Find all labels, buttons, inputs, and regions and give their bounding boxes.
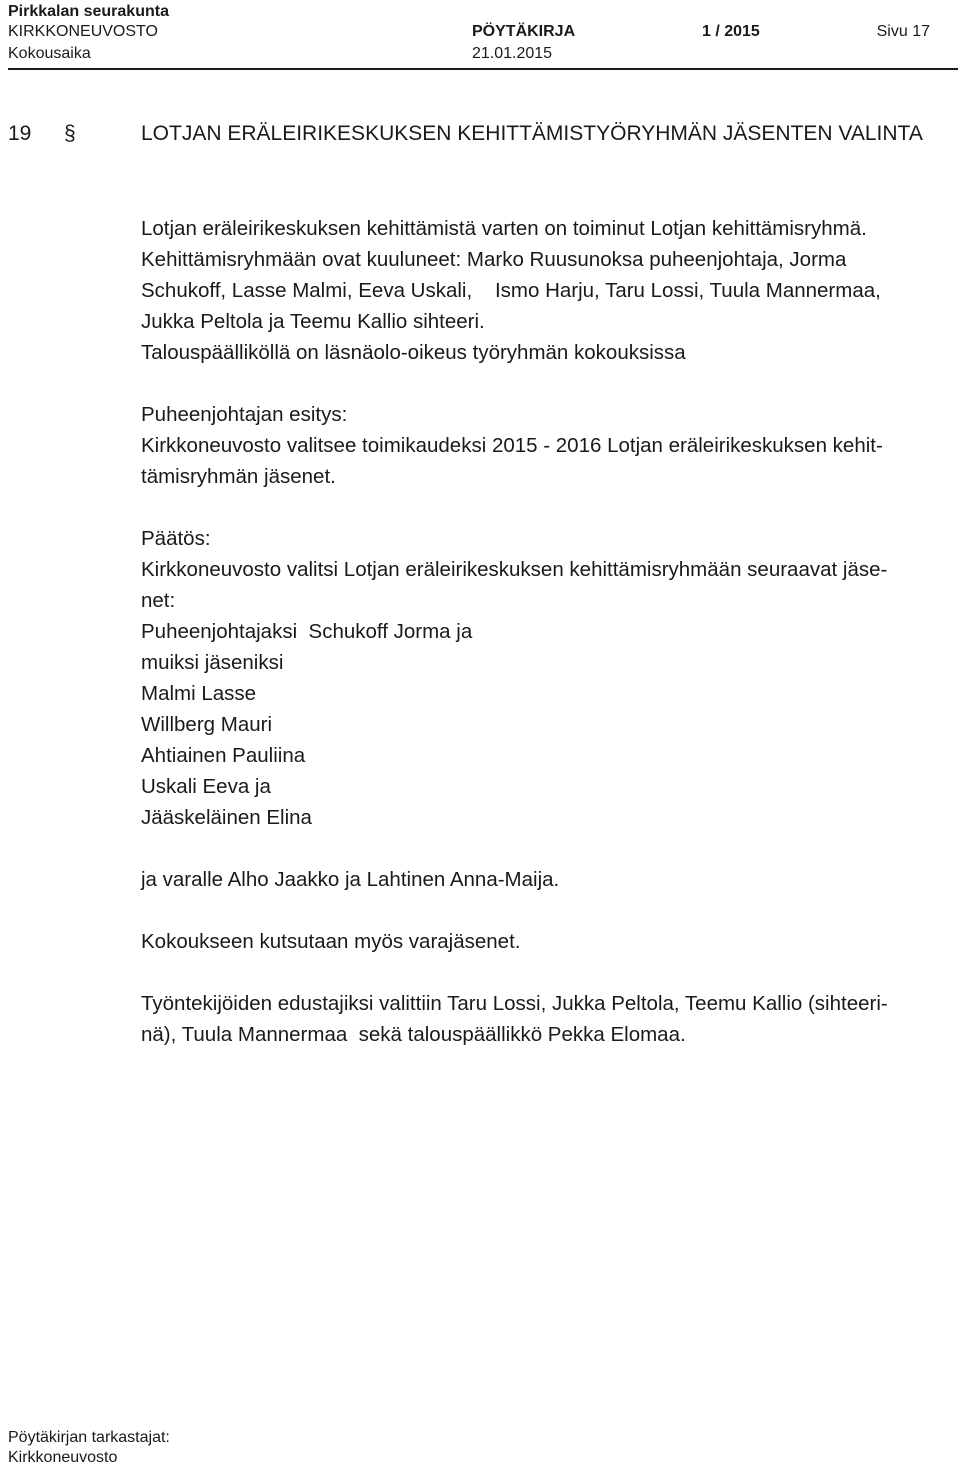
section-number: 19	[8, 122, 32, 145]
header-meeting-row	[8, 45, 958, 65]
page-number: Sivu 17	[876, 23, 930, 40]
member-item: Ahtiainen Pauliina	[141, 744, 306, 767]
document-header	[8, 0, 960, 70]
proposal-line: tämisryhmän jäsenet.	[141, 465, 336, 488]
section-symbol: §	[64, 122, 76, 145]
member-item: Malmi Lasse	[141, 682, 257, 705]
document-number: 1 / 2015	[702, 23, 760, 40]
member-item: Willberg Mauri	[141, 713, 272, 736]
footer-checkers-label: Pöytäkirjan tarkastajat:	[8, 1429, 170, 1446]
meeting-date: 21.01.2015	[472, 45, 553, 62]
proposal-label: Puheenjohtajan esitys:	[141, 403, 348, 426]
proposal-line: Kirkkoneuvosto valitsee toimikaudeksi 2015 - 2016 Lotjan eräleirikeskuksen kehit-	[141, 434, 883, 457]
member-item: Uskali Eeva ja	[141, 775, 271, 798]
decision-label: Päätös:	[141, 527, 211, 550]
meeting-label: Kokousaika	[8, 45, 91, 62]
decision-line: Kirkkoneuvosto valitsi Lotjan eräleirikeskuksen kehittämisryhmään seuraavat jäse-	[141, 558, 888, 581]
intro-line: Talouspäälliköllä on läsnäolo-oikeus työryhmän kokouksissa	[141, 341, 686, 364]
footer-body-name: Kirkkoneuvosto	[8, 1449, 118, 1466]
header-divider	[8, 68, 958, 70]
intro-line: Kehittämisryhmään ovat kuuluneet: Marko Ruusunoksa puheenjohtaja, Jorma	[141, 248, 847, 271]
member-item: Jääskeläinen Elina	[141, 806, 312, 829]
intro-line: Schukoff, Lasse Malmi, Eeva Uskali, Ismo Harju, Taru Lossi, Tuula Mannermaa,	[141, 279, 881, 302]
intro-line: Lotjan eräleirikeskuksen kehittämistä varten on toiminut Lotjan kehittämisryhmä.	[141, 217, 867, 240]
body-name: KIRKKONEUVOSTO	[8, 23, 158, 40]
document-type: PÖYTÄKIRJA	[472, 23, 576, 40]
decision-staff-line: Työntekijöiden edustajiksi valittiin Taru Lossi, Jukka Peltola, Teemu Kallio (sihteeri-	[141, 992, 888, 1015]
decision-invite: Kokoukseen kutsutaan myös varajäsenet.	[141, 930, 521, 953]
document-body	[141, 213, 951, 1050]
decision-line: net:	[141, 589, 176, 612]
organization-name: Pirkkalan seurakunta	[8, 3, 169, 20]
decision-alternates: ja varalle Alho Jaakko ja Lahtinen Anna-Maija.	[141, 868, 560, 891]
document-footer	[8, 1428, 170, 1468]
decision-chair: Puheenjohtajaksi Schukoff Jorma ja	[141, 620, 473, 643]
decision-staff-line: nä), Tuula Mannermaa sekä talouspäällikkö Pekka Elomaa.	[141, 1023, 686, 1046]
header-row	[8, 23, 958, 43]
section-title: LOTJAN ERÄLEIRIKESKUKSEN KEHITTÄMISTYÖRYHMÄN JÄSENTEN VALINTA	[141, 122, 923, 145]
decision-members-intro: muiksi jäseniksi	[141, 651, 284, 674]
intro-line: Jukka Peltola ja Teemu Kallio sihteeri.	[141, 310, 485, 333]
